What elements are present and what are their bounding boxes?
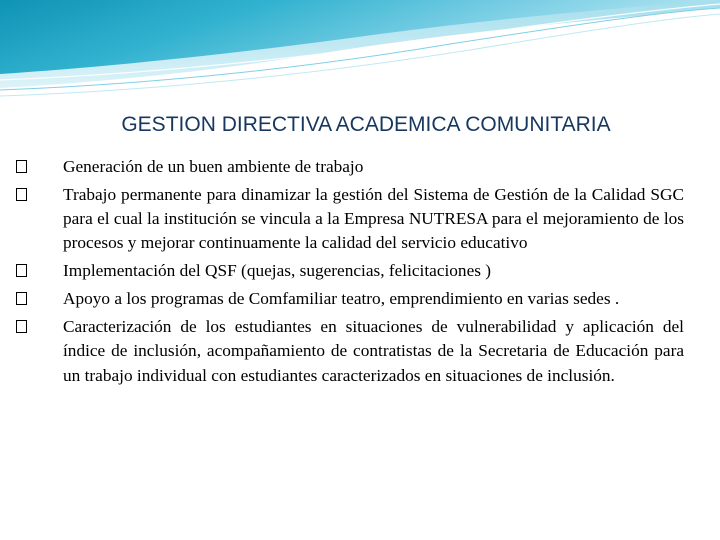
square-bullet-icon [16,292,27,305]
list-item [16,315,684,388]
bullet-text: Implementación del QSF (quejas, sugerencias, felicitaciones ) [63,261,492,281]
list-item [16,155,684,179]
bullet-text: Apoyo a los programas de Comfamiliar teatro, emprendimiento en varias sedes . [63,289,620,309]
bullet-text: Trabajo permanente para dinamizar la gestión del Sistema de Gestión de la Calidad SGC para el cual la institución se vincula a la Empresa NUTRESA para el mejoramiento de los procesos y mejorar continuamente la calidad del servicio educativo [63,184,684,253]
bullet-text: Generación de un buen ambiente de trabajo [63,157,364,176]
slide-title: GESTION DIRECTIVA ACADEMICA COMUNITARIA [121,113,611,136]
bullet-list [16,155,684,392]
list-item [16,287,684,311]
bullet-text: Caracterización de los estudiantes en situaciones de vulnerabilidad y aplicación del índice de inclusión, acompañamiento de contratistas de la Secretaria de Educación para un trabajo individual con estudiantes caracterizados en situaciones de inclusión. [63,317,684,385]
square-bullet-icon [16,160,27,173]
list-item [16,259,684,283]
list-item [16,183,684,256]
square-bullet-icon [16,188,27,201]
header-wave-decoration [0,0,720,110]
square-bullet-icon [16,320,27,333]
square-bullet-icon [16,264,27,277]
